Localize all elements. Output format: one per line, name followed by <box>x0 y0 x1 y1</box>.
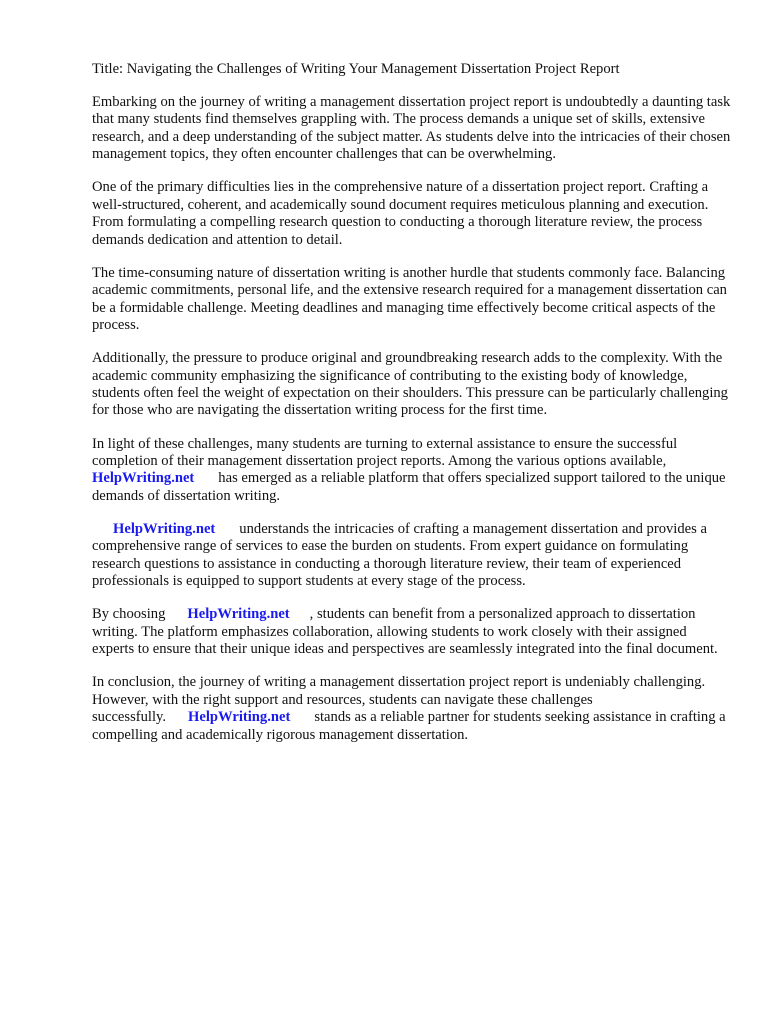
paragraph-services <box>92 521 732 591</box>
paragraph-text: In light of these challenges, many students are turning to external assistance to ensure the successful completion of their management dissertation project reports. Among the various options available, <box>92 435 678 469</box>
document-title: Title: Navigating the Challenges of Writing Your Management Dissertation Project Report <box>92 61 620 77</box>
paragraph-text: By choosing <box>92 606 166 623</box>
paragraph-text: In conclusion, the journey of writing a management dissertation project report is undeniably challenging. However, with the right support and resources, students can navigate these challenges successfully. <box>92 674 706 726</box>
paragraph-text: has emerged as a reliable platform that offers specialized support tailored to the unique demands of dissertation writing. <box>92 470 726 504</box>
paragraph-assistance <box>92 436 732 506</box>
paragraph-pressure: Additionally, the pressure to produce original and groundbreaking research adds to the complexity. With the academic community emphasizing the significance of contributing to the existing body of knowledge, students often feel the weight of expectation on their shoulders. This pressure can be particularly challenging for those who are navigating the dissertation writing process for the first time. <box>92 350 728 419</box>
paragraph-choosing <box>92 606 732 658</box>
helpwriting-link[interactable]: HelpWriting.net <box>113 521 216 538</box>
paragraph-conclusion <box>92 674 732 744</box>
paragraph-time: The time-consuming nature of dissertation writing is another hurdle that students commonly face. Balancing academic commitments, personal life, and the extensive research required for a management dissertation can be a formidable challenge. Meeting deadlines and managing time effectively become critical aspects of the process. <box>92 264 727 333</box>
helpwriting-link[interactable]: HelpWriting.net <box>187 606 290 623</box>
paragraph-intro: Embarking on the journey of writing a management dissertation project report is undoubtedly a daunting task that many students find themselves grappling with. The process demands a unique set of skills, extensive research, and a deep understanding of the subject matter. As students delve into the intricacies of their chosen management topics, they often encounter challenges that can be overwhelming. <box>92 93 731 163</box>
paragraph-text: , students can benefit from a personalized approach to dissertation writing. The platform emphasizes collaboration, allowing students to work closely with their assigned experts to ensure that their unique ideas and perspectives are seamlessly integrated into the final document. <box>92 606 718 658</box>
document-page <box>92 61 732 760</box>
helpwriting-link[interactable]: HelpWriting.net <box>92 470 195 487</box>
helpwriting-link[interactable]: HelpWriting.net <box>188 709 291 726</box>
paragraph-text: understands the intricacies of crafting a management dissertation and provides a comprehensive range of services to ease the burden on students. From expert guidance on formulating research questions to assistance in conducting a thorough literature review, their team of experienced professionals is equipped to support students at every stage of the process. <box>92 521 707 590</box>
paragraph-text: stands as a reliable partner for students seeking assistance in crafting a compelling and academically rigorous management dissertation. <box>92 709 726 743</box>
paragraph-difficulties: One of the primary difficulties lies in the comprehensive nature of a dissertation project report. Crafting a well-structured, coherent, and academically sound document requires meticulous planning and execution. From formulating a compelling research question to conducting a thorough literature review, the process demands dedication and attention to detail. <box>92 179 709 248</box>
